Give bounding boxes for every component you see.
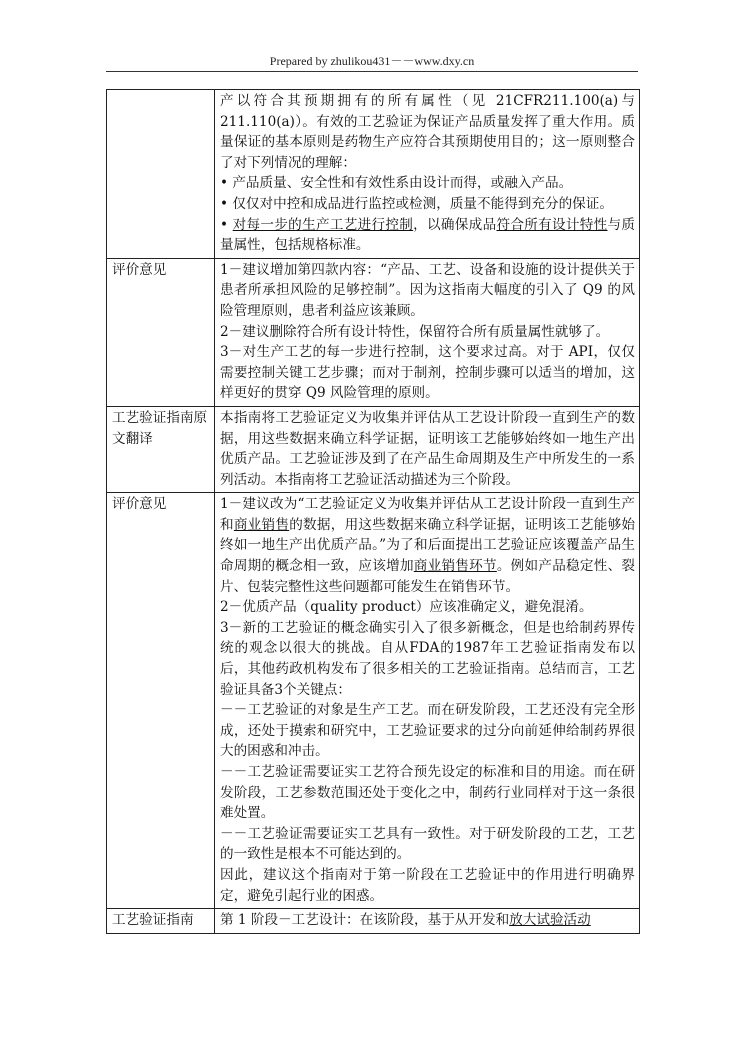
table-row — [107, 909, 640, 934]
underlined-text: 对每一步的生产工艺进行控制 — [232, 216, 414, 233]
paragraph: 2－建议删除符合所有设计特性，保留符合所有质量属性就够了。 — [220, 323, 610, 340]
underlined-text: 符合所有设计特性 — [496, 216, 608, 233]
table-row — [107, 258, 640, 406]
row-content — [215, 90, 640, 259]
paragraph: 3－新的工艺验证的概念确实引入了很多新概念，但是也给制药界传统的观念以很大的挑战。自从FDA的1987年工艺验证指南发布以后，其他药政机构发布了很多相关的工艺验证指南。总结而言，工艺验证具备3个关键点： — [220, 619, 635, 698]
paragraph: 2－优质产品（quality product）应该准确定义，避免混淆。 — [220, 599, 593, 616]
text-run: ，以确保成品 — [413, 216, 497, 233]
paragraph: 产以符合其预期拥有的所有属性（见 21CFR211.100(a)与211.110(a)）。有效的工艺验证为保证产品质量发挥了重大作用。质量保证的基本原则是药物生产应符合其预期使用目的；这一原则整合了对下列情况的理解： — [220, 93, 635, 171]
underlined-text: 商业销售环节 — [413, 558, 497, 575]
paragraph: 因此，建议这个指南对于第一阶段在工艺验证中的作用进行明确界定，避免引起行业的困惑。 — [220, 866, 635, 904]
bullet-mark: • — [220, 216, 233, 233]
underlined-text: 放大试验活动 — [509, 912, 591, 929]
paragraph — [220, 910, 635, 931]
underlined-text: 商业销售 — [233, 516, 290, 533]
paragraph — [220, 494, 635, 597]
paragraph: 本指南将工艺验证定义为收集并评估从工艺设计阶段一直到生产的数据，用这些数据来确立科学证据，证明该工艺能够始终如一地生产出优质产品。工艺验证涉及到了在产品生命周期及生产中所发生的一系列活动。本指南将工艺验证活动描述为三个阶段。 — [220, 409, 635, 488]
table-row — [107, 406, 640, 492]
paragraph: 3－对生产工艺的每一步进行控制，这个要求过高。对于 API，仅仅需要控制关键工艺步骤；而对于制剂，控制步骤可以适当的增加，这样更好的贯穿 Q9 风险管理的原则。 — [220, 344, 635, 402]
bullet-item — [220, 215, 635, 256]
row-label — [107, 90, 215, 259]
text-run: 1－建议改为“工艺验证定义为收集并评估从工艺设计阶段一直到生产和 — [220, 496, 635, 533]
table-row — [107, 493, 640, 909]
row-content — [215, 406, 640, 492]
row-label: 评价意见 — [107, 493, 215, 909]
row-content — [215, 909, 640, 934]
row-label: 工艺验证指南 — [107, 909, 215, 934]
page-header: Prepared by zhulikou431－－www.dxy.cn — [269, 54, 475, 68]
row-content — [215, 258, 640, 406]
paragraph: －－工艺验证需要证实工艺具有一致性。对于研发阶段的工艺，工艺的一致性是根本不可能达到的。 — [220, 825, 635, 863]
paragraph: 1－建议增加第四款内容：“产品、工艺、设备和设施的设计提供关于患者所承担风险的足够控制”。因为这指南大幅度的引入了 Q9 的风险管理原则，患者利益应该兼顾。 — [220, 261, 635, 319]
text-run: 与质量属性，包括规格标准。 — [220, 216, 636, 254]
bullet-item: • 仅仅对中控和成品进行监控或检测，质量不能得到充分的保证。 — [220, 195, 613, 212]
text-run: 第 1 阶段－工艺设计：在该阶段，基于从开发和 — [220, 912, 510, 929]
paragraph: －－工艺验证的对象是生产工艺。而在研发阶段，工艺还没有完全形成，还处于摸索和研究中，工艺验证要求的过分向前延伸给制药界很大的困惑和冲击。 — [220, 702, 635, 760]
text-run: 的数据，用这些数据来确立科学证据，证明该工艺能够始终如一地生产出优质产品。”为了和后面提出工艺验证应该覆盖产品生命周期的概念相一致，应该增加 — [220, 516, 636, 575]
row-label: 评价意见 — [107, 258, 215, 406]
comment-table — [106, 89, 640, 934]
bullet-item: • 产品质量、安全性和有效性系由设计而得，或融入产品。 — [220, 175, 573, 192]
text-run: 。例如产品稳定性、裂片、包装完整性这些问题都可能发生在销售环节。 — [220, 558, 636, 595]
header-rule — [106, 71, 638, 72]
row-label: 工艺验证指南原文翻译 — [107, 406, 215, 492]
paragraph: －－工艺验证需要证实工艺符合预先设定的标准和目的用途。而在研发阶段，工艺参数范围还处于变化之中，制药行业同样对于这一条很难处置。 — [220, 764, 635, 822]
row-content — [215, 493, 640, 909]
table-row — [107, 90, 640, 259]
